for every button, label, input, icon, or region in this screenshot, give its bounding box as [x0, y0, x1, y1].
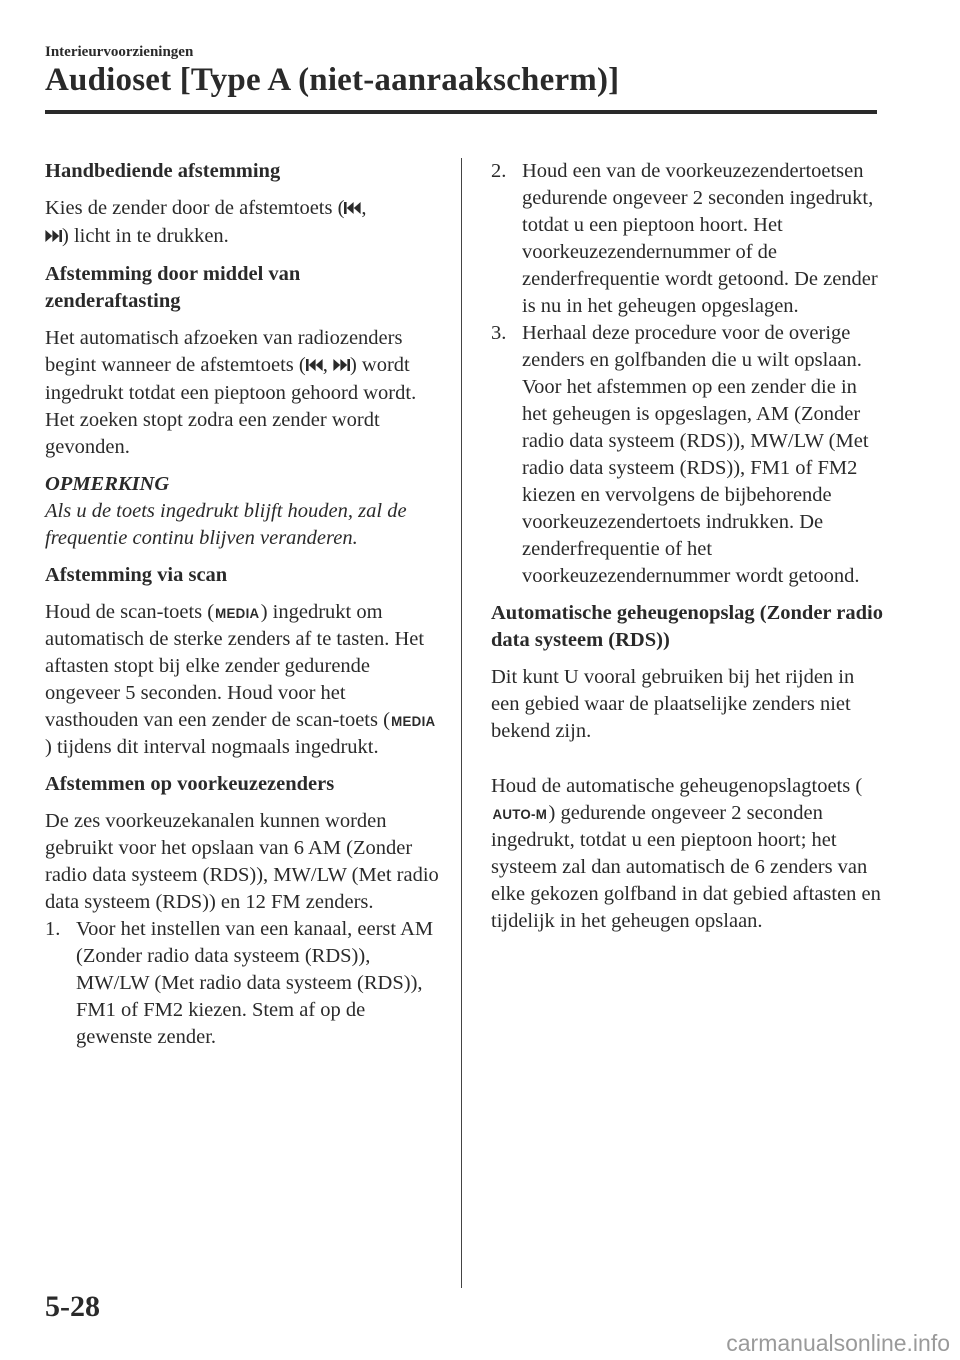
media-button-label: MEDIA	[215, 605, 260, 621]
paragraph-preset-tuning: De zes voorkeuzekanalen kunnen worden gebruikt voor het opslaan van 6 AM (Zonder radio data systeem (RDS)), MW/LW (Met radio data systeem (RDS)) en 12 FM zenders.	[45, 810, 439, 913]
seek-back-icon	[344, 196, 361, 223]
heading-seek-tuning: Afstemming door middel van zenderaftasting	[45, 263, 301, 312]
list-item-text: Houd een van de voorkeuzezendertoetsen gedurende ongeveer 2 seconden ingedrukt, totdat u een pieptoon hoort. Het voorkeuzezendernummer of de zenderfrequentie wordt getoond. De zender is nu in het geheugen opgeslagen.	[522, 160, 878, 317]
left-column	[45, 158, 440, 1061]
title-rule	[45, 110, 877, 114]
heading-auto-memory: Automatische geheugenopslag (Zonder radio data systeem (RDS))	[491, 602, 883, 651]
watermark: carmanualsonline.info	[726, 1330, 950, 1356]
list-item	[45, 916, 440, 1051]
note-text: Als u de toets ingedrukt blijft houden, zal de frequentie continu blijven veranderen.	[45, 500, 407, 549]
paragraph-seek-tuning: Het automatisch afzoeken van radiozenders begint wanneer de afstemtoets ( , ) wordt ingedrukt totdat een pieptoon gehoord wordt. Het zoeken stopt zodra een zender wordt gevonden.	[45, 327, 417, 458]
heading-scan-tuning: Afstemming via scan	[45, 564, 228, 586]
list-item-number: 2.	[491, 160, 507, 182]
paragraph-auto-memory-steps: Houd de automatische geheugenopslagtoets (AUTO-M) gedurende ongeveer 2 seconden ingedrukt, totdat u een pieptoon hoort; het systeem zal dan automatisch de 6 zenders van elke gekozen golfband in dat gebied aftasten en tijdelijk in het geheugen opslaan.	[491, 775, 881, 932]
section-label: Interieurvoorzieningen	[45, 44, 194, 60]
list-item-number: 3.	[491, 322, 507, 344]
list-item-text: Voor het instellen van een kanaal, eerst AM (Zonder radio data systeem (RDS)), MW/LW (Met radio data systeem (RDS)), FM1 of FM2 kiezen. Stem af op de gewenste zender.	[76, 918, 434, 1048]
heading-preset-tuning: Afstemmen op voorkeuzezenders	[45, 773, 335, 795]
preset-steps-list-continued	[491, 158, 883, 590]
paragraph-auto-memory-intro: Dit kunt U vooral gebruiken bij het rijden in een gebied waar de plaatselijke zenders niet bekend zijn.	[491, 666, 855, 742]
right-column	[491, 158, 883, 945]
seek-back-icon	[306, 353, 323, 380]
list-item	[491, 158, 883, 320]
list-item-number: 1.	[45, 918, 61, 940]
paragraph-manual-tuning: Kies de zender door de afstemtoets ( , ) licht in te drukken.	[45, 195, 440, 251]
auto-m-button-label: AUTO-M	[492, 806, 548, 822]
seek-forward-icon	[333, 353, 350, 380]
heading-manual-tuning: Handbediende afstemming	[45, 160, 281, 182]
page-number: 5-28	[45, 1290, 100, 1323]
list-item	[491, 320, 883, 590]
note-label: OPMERKING	[45, 473, 170, 495]
preset-steps-list	[45, 916, 440, 1051]
list-item-text: Herhaal deze procedure voor de overige zenders en golfbanden die u wilt opslaan. Voor het afstemmen op een zender die in het geheugen is opgeslagen, AM (Zonder radio data systeem (RDS)), MW/LW (Met radio data systeem (RDS)), FM1 of FM2 kiezen en vervolgens de bijbehorende voorkeuzezendertoets indrukken. De zenderfrequentie of het voorkeuzezendernummer wordt getoond.	[522, 322, 869, 587]
media-button-label: MEDIA	[391, 713, 436, 729]
column-divider	[461, 158, 462, 1288]
paragraph-scan-tuning: Houd de scan-toets (MEDIA) ingedrukt om automatisch de sterke zenders af te tasten. Het aftasten stopt bij elke zender gedurende ongeveer 5 seconden. Houd voor het vasthouden van een zender de scan-toets (MEDIA) tijdens dit interval nogmaals ingedrukt.	[45, 601, 436, 758]
seek-forward-icon	[45, 224, 62, 251]
page-title: Audioset [Type A (niet-aanraakscherm)]	[45, 62, 620, 98]
